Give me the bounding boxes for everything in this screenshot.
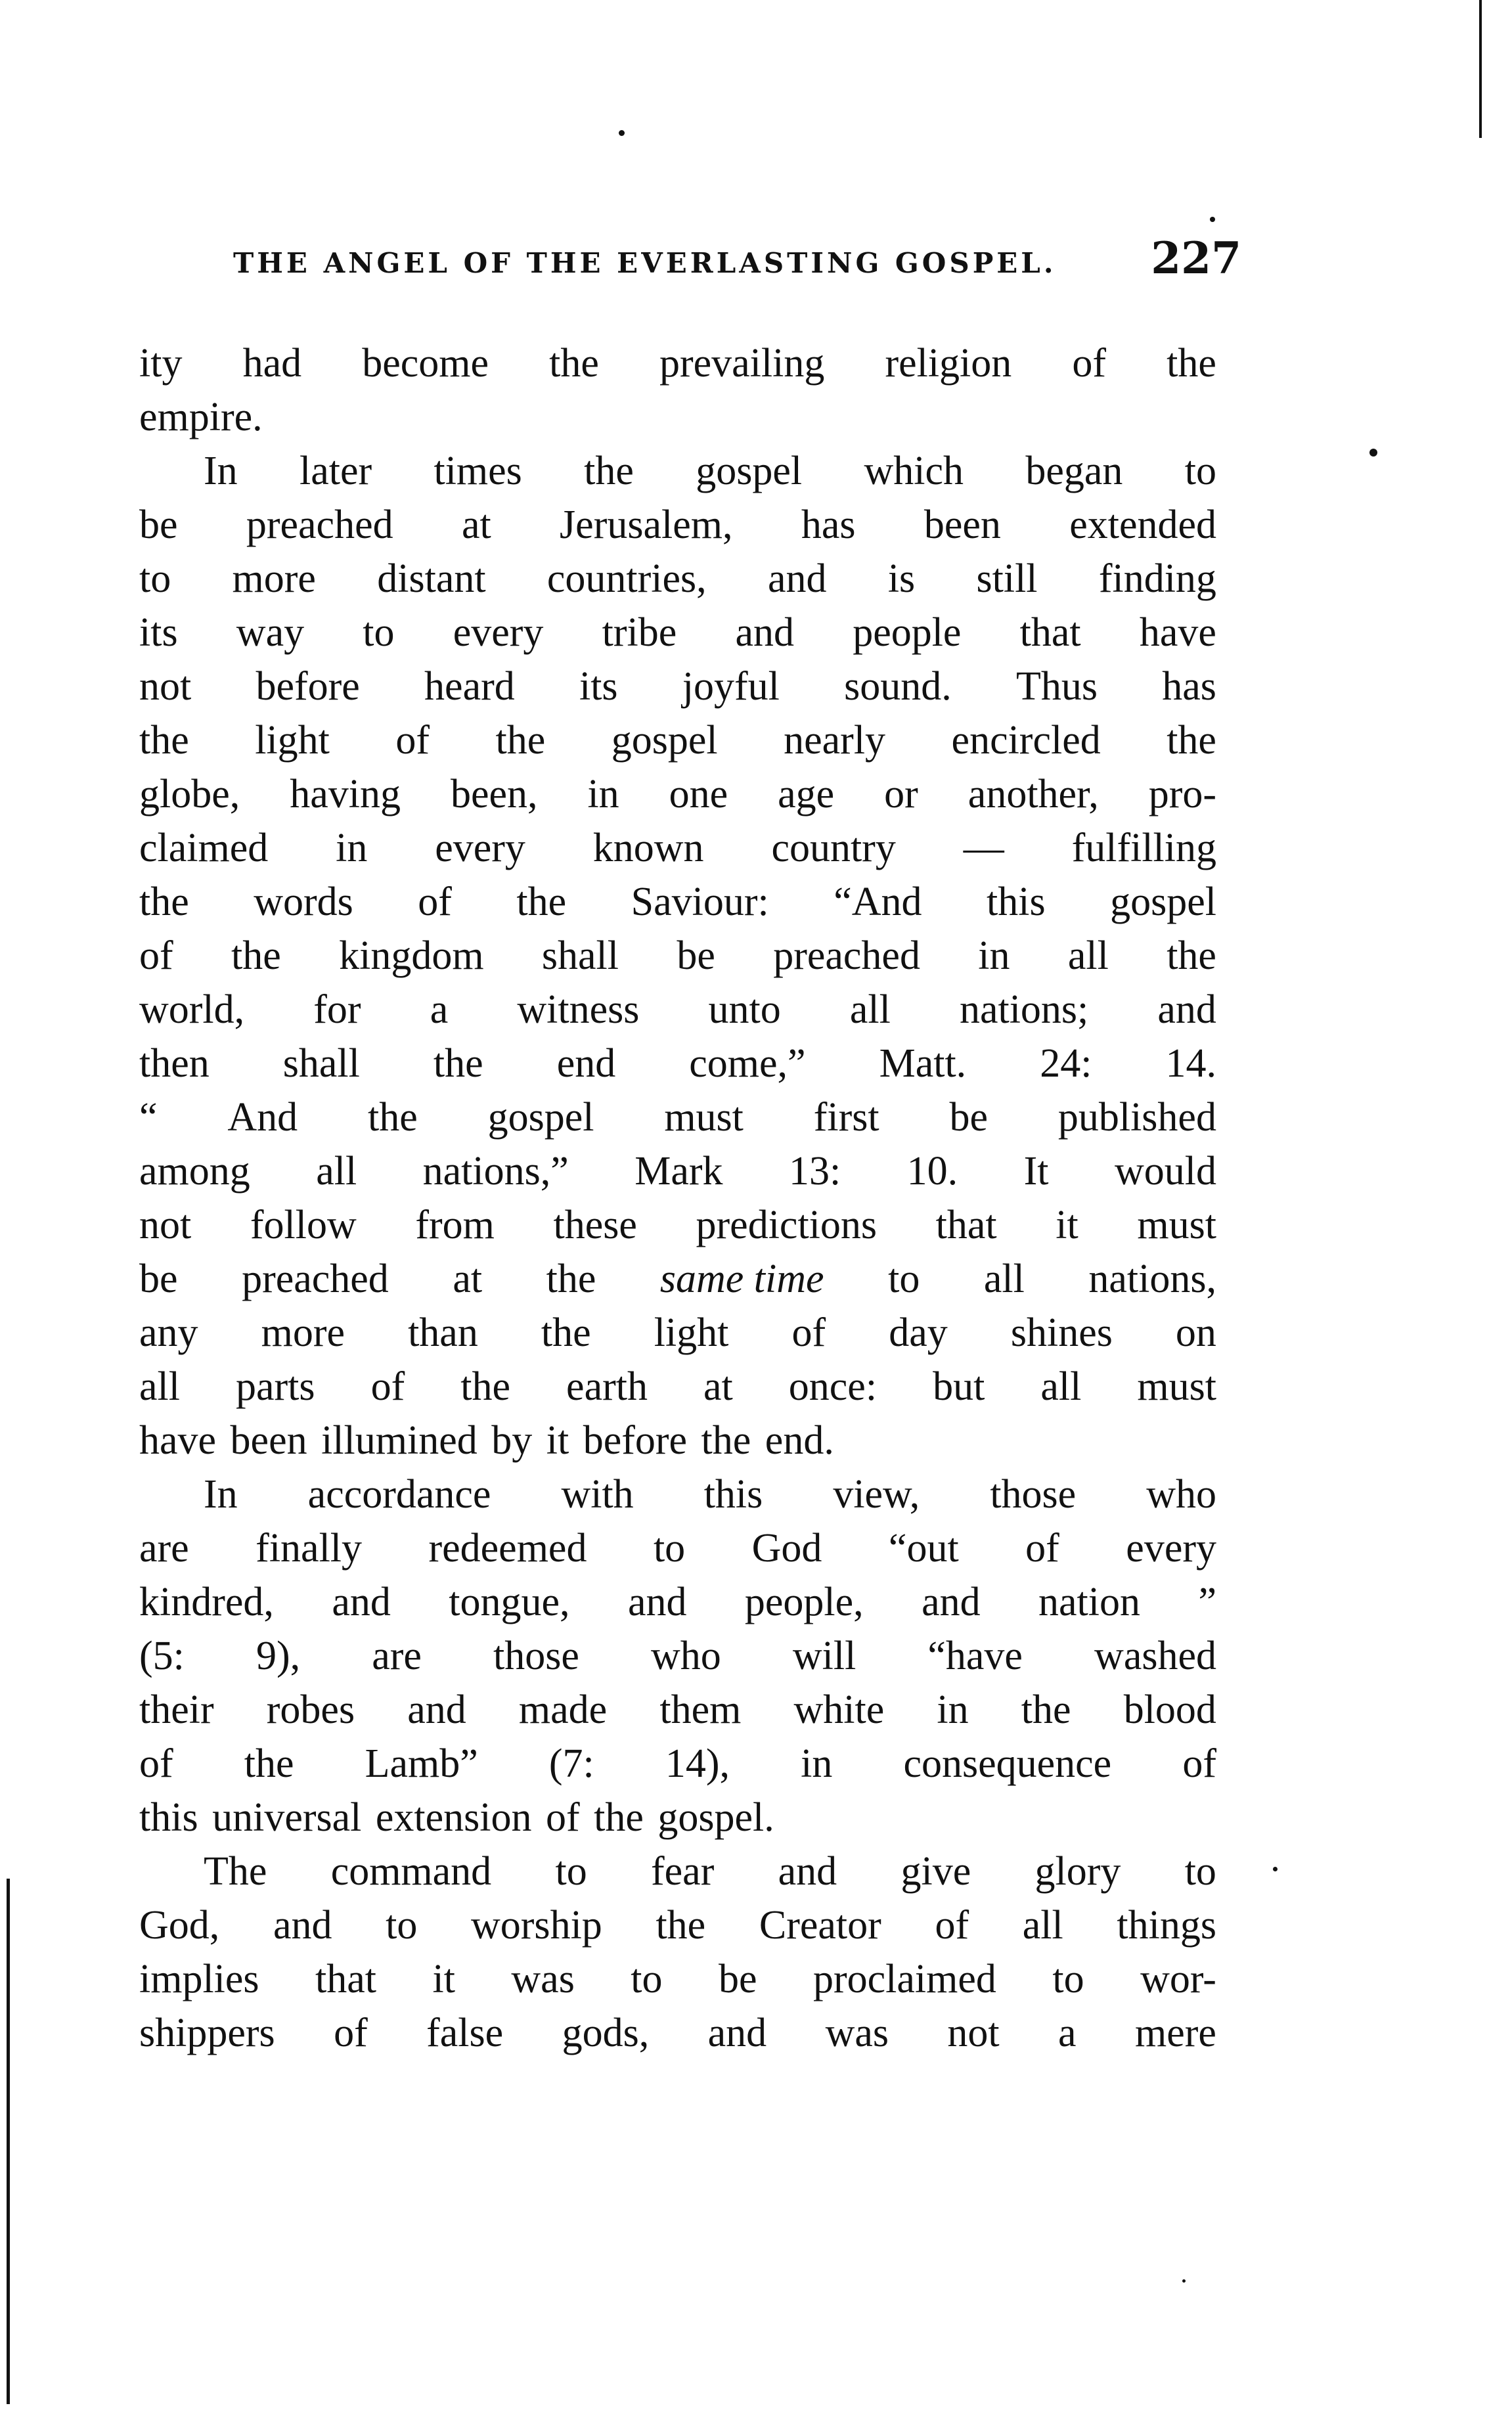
text-line: then shall the end come,” Matt. 24: 14. — [139, 1041, 1216, 1086]
text-line: shippers of false gods, and was not a mere — [139, 2011, 1216, 2055]
scan-speck — [1210, 217, 1215, 222]
text-line: of the kingdom shall be preached in all the — [139, 933, 1216, 978]
running-header — [233, 231, 1241, 284]
page-number: 227 — [1151, 233, 1241, 284]
scan-speck — [1369, 449, 1377, 457]
scan-edge-line-bottom-left — [7, 1879, 10, 2404]
text-line: implies that it was to be proclaimed to wor- — [139, 1957, 1216, 2001]
scan-speck — [1182, 2279, 1186, 2283]
text-line: claimed in every known country — fulfilling — [139, 826, 1216, 870]
text-line: globe, having been, in one age or another, pro- — [139, 772, 1216, 816]
scan-edge-line-top-right — [1479, 0, 1482, 138]
text-line: of the Lamb” (7: 14), in consequence of — [139, 1741, 1216, 1786]
text-line: In later times the gospel which began to — [204, 449, 1216, 493]
body-text — [139, 336, 1216, 2060]
text-line: In accordance with this view, those who — [204, 1472, 1216, 1517]
text-line: among all nations,” Mark 13: 10. It would — [139, 1149, 1216, 1194]
text-line: (5: 9), are those who will “have washed — [139, 1634, 1216, 1678]
text-line: the words of the Saviour: “And this gospel — [139, 880, 1216, 924]
text-line: The command to fear and give glory to — [204, 1849, 1216, 1894]
text-line: kindred, and tongue, and people, and nation ” — [139, 1580, 1216, 1624]
text-line: the light of the gospel nearly encircled the — [139, 718, 1216, 763]
text-line: all parts of the earth at once: but all must — [139, 1364, 1216, 1409]
text-line: to more distant countries, and is still finding — [139, 556, 1216, 601]
text-line: are finally redeemed to God “out of every — [139, 1526, 1216, 1571]
running-title: THE ANGEL OF THE EVERLASTING GOSPEL. — [233, 247, 1057, 279]
text-line: “ And the gospel must first be published — [139, 1095, 1216, 1140]
text-line: empire. — [139, 395, 263, 439]
text-line: God, and to worship the Creator of all things — [139, 1903, 1216, 1948]
text-line: be preached at Jerusalem, has been extended — [139, 502, 1216, 547]
text-line: not before heard its joyful sound. Thus has — [139, 664, 1216, 709]
text-line: this universal extension of the gospel. — [139, 1795, 774, 1840]
text-line: be preached at the same time to all nations, — [139, 1257, 1216, 1301]
scan-speck — [1273, 1867, 1278, 1871]
scan-speck — [619, 130, 625, 136]
text-line: world, for a witness unto all nations; and — [139, 987, 1216, 1032]
text-line: not follow from these predictions that it must — [139, 1203, 1216, 1247]
text-line: ity had become the prevailing religion of the — [139, 341, 1216, 386]
text-line: any more than the light of day shines on — [139, 1310, 1216, 1355]
text-line: their robes and made them white in the blood — [139, 1687, 1216, 1732]
text-line: have been illumined by it before the end. — [139, 1418, 834, 1463]
text-line: its way to every tribe and people that have — [139, 610, 1216, 655]
